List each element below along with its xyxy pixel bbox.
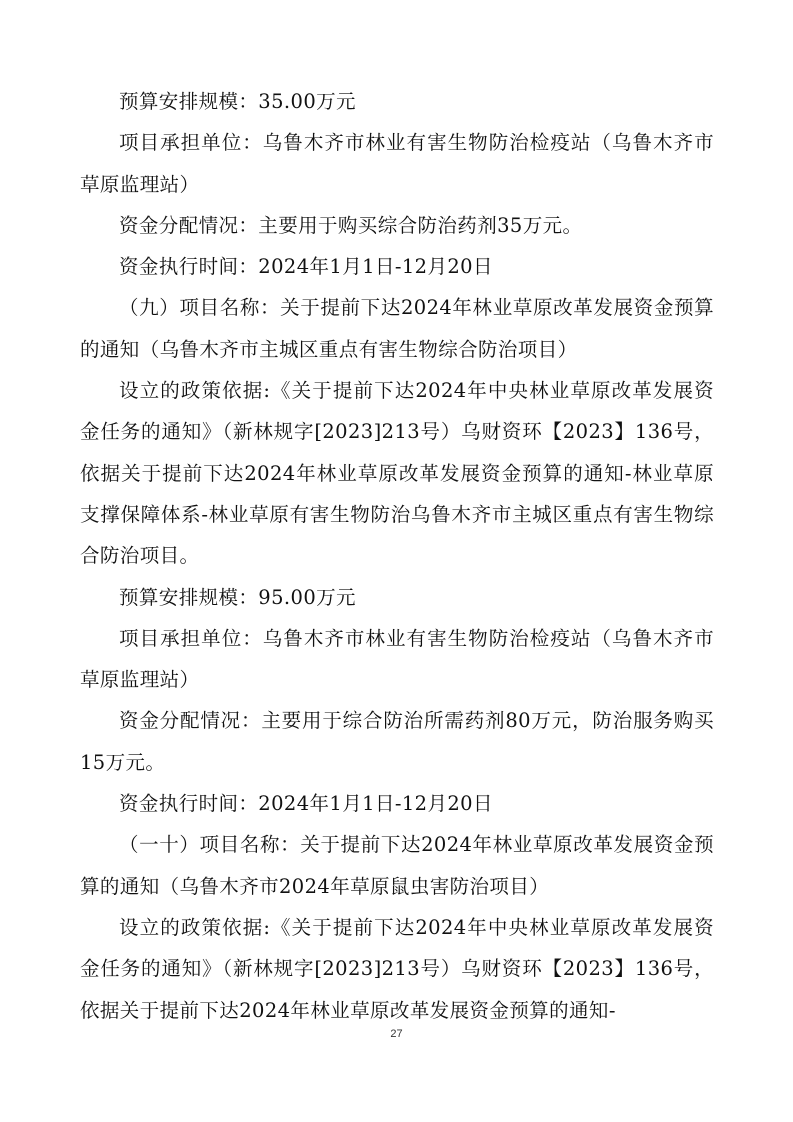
paragraph-budget-scale-9: 预算安排规模：95.00万元 [119, 585, 356, 609]
paragraph-fund-allocation-8: 资金分配情况：主要用于购买综合防治药剂35万元。 [119, 213, 583, 237]
page-body [80, 81, 714, 1031]
paragraph-fund-allocation-9: 资金分配情况：主要用于综合防治所需药剂80万元，防治服务购买15万元。 [80, 709, 714, 774]
paragraph-execution-time-9: 资金执行时间：2024年1月1日-12月20日 [119, 792, 493, 816]
paragraph-budget-scale-8: 预算安排规模：35.00万元 [119, 90, 356, 113]
paragraph-project-name-10: （一十）项目名称：关于提前下达2024年林业草原改革发展资金预算的通知（乌鲁木齐市2024年草原鼠虫害防治项目） [80, 833, 714, 898]
paragraph-policy-basis-9: 设立的政策依据:《关于提前下达2024年中央林业草原改革发展资金任务的通知》（新林规字[2023]213号）乌财资环【2023】136号，依据关于提前下达2024年林业草原改革发展资金预算的通知-林业草原支撑保障体系-林业草原有害生物防治乌鲁木齐市主城区重点有害生物综合防治项目。 [80, 379, 714, 568]
paragraph-project-name-9: （九）项目名称：关于提前下达2024年林业草原改革发展资金预算的通知（乌鲁木齐市主城区重点有害生物综合防治项目） [80, 296, 714, 361]
paragraph-execution-time-8: 资金执行时间：2024年1月1日-12月20日 [119, 255, 493, 279]
paragraph-responsible-unit-9: 项目承担单位：乌鲁木齐市林业有害生物防治检疫站（乌鲁木齐市草原监理站） [80, 626, 714, 692]
page-number: 27 [390, 1028, 403, 1040]
paragraph-policy-basis-10: 设立的政策依据:《关于提前下达2024年中央林业草原改革发展资金任务的通知》（新林规字[2023]213号）乌财资环【2023】136号，依据关于提前下达2024年林业草原改革发展资金预算的通知- [80, 915, 714, 1022]
paragraph-responsible-unit-8: 项目承担单位：乌鲁木齐市林业有害生物防治检疫站（乌鲁木齐市草原监理站） [80, 131, 714, 196]
